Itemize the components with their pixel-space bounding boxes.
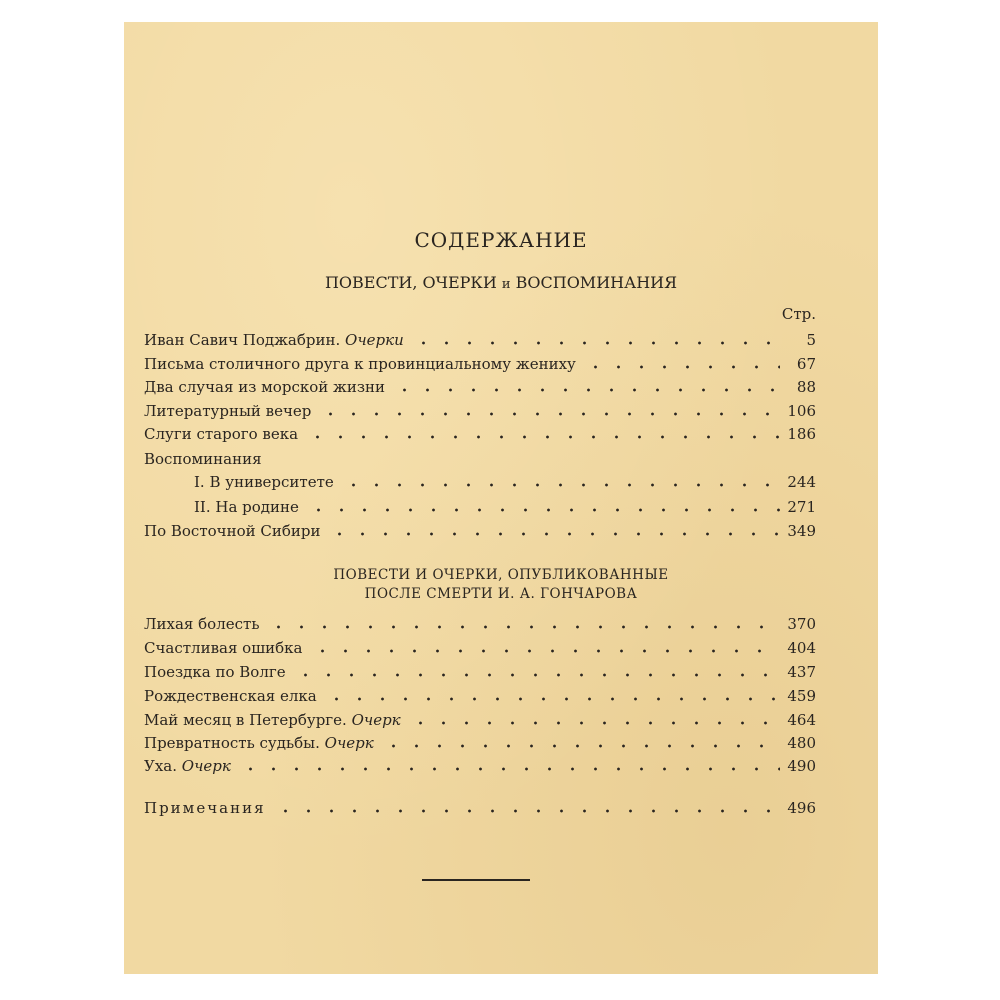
toc-subentry xyxy=(194,470,816,492)
toc-entry-title: Два случая из морской жизни xyxy=(144,378,385,396)
dot-leader xyxy=(584,365,780,369)
toc-entry xyxy=(144,660,816,682)
toc-entry-page: 244 xyxy=(787,473,816,491)
toc-entry xyxy=(144,754,816,776)
memoirs-heading: Воспоминания xyxy=(144,450,262,468)
toc-entry-page: 186 xyxy=(787,425,816,443)
toc-entry-page: 106 xyxy=(787,402,816,420)
toc-entry xyxy=(144,731,816,753)
toc-entry-title: Слуги старого века xyxy=(144,425,299,443)
toc-entry xyxy=(144,612,816,634)
toc-entry-title: Поездка по Волге xyxy=(144,663,286,681)
toc-entry-page: 271 xyxy=(787,498,816,516)
toc-entry-page: 88 xyxy=(796,378,816,396)
section-title-part1: ПОВЕСТИ, ОЧЕРКИ xyxy=(324,273,502,292)
dot-leader xyxy=(306,435,780,439)
section-title-line2: ПОСЛЕ СМЕРТИ И. А. ГОНЧАРОВА xyxy=(364,586,638,602)
dot-leader xyxy=(307,508,780,512)
toc-entry-title: Рождественская елка xyxy=(144,687,317,705)
closing-rule xyxy=(422,879,530,881)
dot-leader xyxy=(274,809,780,813)
toc-entry xyxy=(144,375,816,397)
toc-entry xyxy=(144,352,816,374)
toc-entry-title: I. В университете xyxy=(194,473,334,491)
toc-entry-title: II. На родине xyxy=(194,498,299,516)
section-title-part2: ВОСПОМИНАНИЯ xyxy=(510,273,678,292)
toc-entry-page: 437 xyxy=(787,663,816,681)
toc-entry-page: 496 xyxy=(787,799,816,817)
book-page xyxy=(124,22,878,974)
toc-entry-page: 464 xyxy=(787,711,816,729)
dot-leader xyxy=(328,532,780,536)
toc-entry-title: Литературный вечер xyxy=(144,402,312,420)
dot-leader xyxy=(409,721,780,725)
toc-entry-title: Примечания xyxy=(144,799,266,817)
dot-leader xyxy=(319,412,780,416)
toc-entry-title: Иван Савич Поджабрин. Очерки xyxy=(144,331,404,349)
dot-leader xyxy=(342,483,780,487)
toc-entry-page: 5 xyxy=(806,331,816,349)
toc-entry xyxy=(144,684,816,706)
toc-entry-title: Май месяц в Петербурге. Очерк xyxy=(144,711,401,729)
dot-leader xyxy=(412,341,780,345)
toc-entry-title: По Восточной Сибири xyxy=(144,522,321,540)
dot-leader xyxy=(325,697,780,701)
toc-entry xyxy=(144,328,816,350)
toc-entry xyxy=(144,422,816,444)
dot-leader xyxy=(239,767,780,771)
toc-entry-title: Счастливая ошибка xyxy=(144,639,303,657)
toc-entry-page: 370 xyxy=(787,615,816,633)
dot-leader xyxy=(382,744,780,748)
toc-entry-title: Уха. Очерк xyxy=(144,757,231,775)
dot-leader xyxy=(311,649,780,653)
section-title-line1: ПОВЕСТИ И ОЧЕРКИ, ОПУБЛИКОВАННЫЕ xyxy=(333,567,669,583)
toc-entry-page: 349 xyxy=(787,522,816,540)
section-title-posthumous xyxy=(124,566,878,604)
page-title: СОДЕРЖАНИЕ xyxy=(414,228,588,252)
section-title-stories xyxy=(124,273,878,292)
toc-entry-title: Превратность судьбы. Очерк xyxy=(144,734,374,752)
dot-leader xyxy=(294,673,780,677)
dot-leader xyxy=(267,625,780,629)
toc-entry-page: 490 xyxy=(787,757,816,775)
toc-entry-page: 480 xyxy=(787,734,816,752)
section-title-conjunction: и xyxy=(501,277,511,292)
toc-entry xyxy=(144,636,816,658)
toc-entry xyxy=(144,399,816,421)
toc-entry xyxy=(144,708,816,730)
toc-entry xyxy=(144,519,816,541)
toc-entry-notes xyxy=(144,796,816,818)
page-column-label: Стр. xyxy=(781,305,816,323)
toc-entry-title: Письма столичного друга к провинциальному жениху xyxy=(144,355,576,373)
toc-entry-page: 459 xyxy=(787,687,816,705)
toc-entry-page: 67 xyxy=(796,355,816,373)
toc-entry-title: Лихая болесть xyxy=(144,615,260,633)
dot-leader xyxy=(393,388,780,392)
toc-entry-page: 404 xyxy=(787,639,816,657)
toc-subentry xyxy=(194,495,816,517)
